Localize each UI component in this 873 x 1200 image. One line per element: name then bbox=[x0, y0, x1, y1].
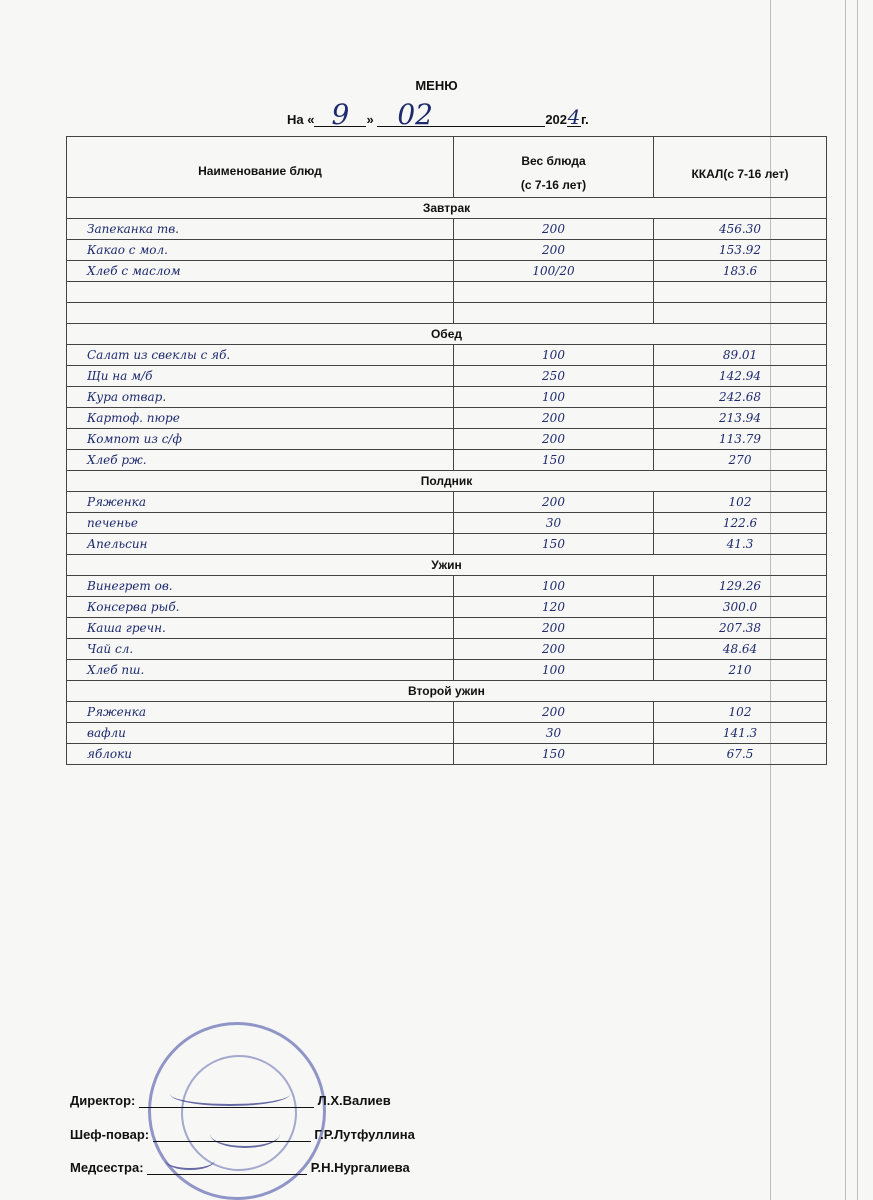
dish-name: Картоф. пюре bbox=[67, 408, 454, 429]
table-header bbox=[67, 137, 827, 198]
dish-kcal: 41.3 bbox=[654, 534, 827, 555]
dish-name: Консерва рыб. bbox=[67, 597, 454, 618]
dish-kcal: 102 bbox=[654, 492, 827, 513]
dish-weight: 100 bbox=[454, 576, 654, 597]
dish-kcal: 48.64 bbox=[654, 639, 827, 660]
dish-weight: 100 bbox=[454, 387, 654, 408]
dish-weight: 200 bbox=[454, 408, 654, 429]
signature-person: Г.Р.Лутфуллина bbox=[314, 1127, 415, 1142]
menu-row bbox=[67, 702, 827, 723]
dish-kcal: 242.68 bbox=[654, 387, 827, 408]
dish-weight: 250 bbox=[454, 366, 654, 387]
dish-weight: 100 bbox=[454, 660, 654, 681]
header-weight-line1: Вес блюда bbox=[521, 154, 586, 168]
signature-role: Шеф-повар: bbox=[70, 1127, 150, 1142]
dish-name: Хлеб с маслом bbox=[67, 261, 454, 282]
menu-row bbox=[67, 408, 827, 429]
menu-table bbox=[66, 136, 827, 765]
section-title: Второй ужин bbox=[67, 681, 827, 702]
signature-nurse bbox=[70, 1160, 410, 1175]
dish-weight: 200 bbox=[454, 429, 654, 450]
dish-weight: 150 bbox=[454, 744, 654, 765]
dish-kcal: 89.01 bbox=[654, 345, 827, 366]
section-header bbox=[67, 198, 827, 219]
dish-name: Щи на м/б bbox=[67, 366, 454, 387]
dish-name: Кура отвар. bbox=[67, 387, 454, 408]
dish-weight: 200 bbox=[454, 219, 654, 240]
dish-kcal: 102 bbox=[654, 702, 827, 723]
dish-kcal: 142.94 bbox=[654, 366, 827, 387]
dish-kcal: 300.0 bbox=[654, 597, 827, 618]
date-prefix: На « bbox=[287, 112, 315, 127]
signature-person: Р.Н.Нургалиева bbox=[310, 1160, 410, 1175]
dish-weight: 30 bbox=[454, 513, 654, 534]
dish-kcal bbox=[654, 303, 827, 324]
section-header bbox=[67, 324, 827, 345]
signature-chef bbox=[70, 1127, 415, 1142]
document-title: МЕНЮ bbox=[415, 78, 458, 93]
dish-kcal: 129.26 bbox=[654, 576, 827, 597]
menu-row bbox=[67, 366, 827, 387]
dish-kcal: 113.79 bbox=[654, 429, 827, 450]
dish-name: Хлеб рж. bbox=[67, 450, 454, 471]
dish-weight bbox=[454, 303, 654, 324]
dish-weight: 100 bbox=[454, 345, 654, 366]
section-header bbox=[67, 681, 827, 702]
dish-name: Чай сл. bbox=[67, 639, 454, 660]
signature-person: Л.Х.Валиев bbox=[317, 1093, 391, 1108]
section-title: Ужин bbox=[67, 555, 827, 576]
menu-row bbox=[67, 429, 827, 450]
date-month: 02 bbox=[377, 104, 545, 127]
menu-row bbox=[67, 660, 827, 681]
dish-name: Винегрет ов. bbox=[67, 576, 454, 597]
header-kcal: ККАЛ(с 7-16 лет) bbox=[654, 137, 827, 198]
menu-row bbox=[67, 387, 827, 408]
menu-row bbox=[67, 282, 827, 303]
dish-name bbox=[67, 282, 454, 303]
menu-row bbox=[67, 576, 827, 597]
date-day: 9 bbox=[314, 104, 366, 127]
dish-weight: 200 bbox=[454, 492, 654, 513]
date-year-digit: 4 bbox=[567, 105, 581, 129]
menu-row bbox=[67, 303, 827, 324]
dish-name: яблоки bbox=[67, 744, 454, 765]
dish-kcal: 183.6 bbox=[654, 261, 827, 282]
dish-name: Ряженка bbox=[67, 702, 454, 723]
menu-row bbox=[67, 618, 827, 639]
header-weight bbox=[454, 137, 654, 198]
dish-kcal: 456.30 bbox=[654, 219, 827, 240]
dish-name: печенье bbox=[67, 513, 454, 534]
header-name: Наименование блюд bbox=[67, 137, 454, 198]
dish-kcal: 153.92 bbox=[654, 240, 827, 261]
signature-director bbox=[70, 1093, 391, 1108]
menu-row bbox=[67, 744, 827, 765]
dish-kcal bbox=[654, 282, 827, 303]
dish-weight: 120 bbox=[454, 597, 654, 618]
menu-row bbox=[67, 345, 827, 366]
menu-row bbox=[67, 513, 827, 534]
menu-row bbox=[67, 597, 827, 618]
dish-weight bbox=[454, 282, 654, 303]
menu-row bbox=[67, 240, 827, 261]
section-title: Обед bbox=[67, 324, 827, 345]
section-header bbox=[67, 555, 827, 576]
dish-name bbox=[67, 303, 454, 324]
dish-name: Какао с мол. bbox=[67, 240, 454, 261]
section-title: Завтрак bbox=[67, 198, 827, 219]
dish-name: Хлеб пш. bbox=[67, 660, 454, 681]
dish-weight: 200 bbox=[454, 240, 654, 261]
date-suffix: г. bbox=[581, 112, 589, 127]
dish-name: Апельсин bbox=[67, 534, 454, 555]
section-header bbox=[67, 471, 827, 492]
signature-role: Директор: bbox=[70, 1093, 136, 1108]
dish-kcal: 270 bbox=[654, 450, 827, 471]
dish-weight: 150 bbox=[454, 450, 654, 471]
dish-weight: 30 bbox=[454, 723, 654, 744]
menu-row bbox=[67, 450, 827, 471]
dish-kcal: 141.3 bbox=[654, 723, 827, 744]
dish-weight: 150 bbox=[454, 534, 654, 555]
dish-weight: 100/20 bbox=[454, 261, 654, 282]
dish-weight: 200 bbox=[454, 639, 654, 660]
section-title: Полдник bbox=[67, 471, 827, 492]
date-year-prefix: 202 bbox=[545, 112, 568, 127]
dish-name: Запеканка тв. bbox=[67, 219, 454, 240]
date-line bbox=[287, 98, 589, 131]
menu-row bbox=[67, 492, 827, 513]
menu-row bbox=[67, 261, 827, 282]
menu-row bbox=[67, 639, 827, 660]
dish-name: Салат из свеклы с яб. bbox=[67, 345, 454, 366]
dish-weight: 200 bbox=[454, 618, 654, 639]
dish-kcal: 210 bbox=[654, 660, 827, 681]
dish-kcal: 207.38 bbox=[654, 618, 827, 639]
dish-name: Ряженка bbox=[67, 492, 454, 513]
dish-name: Каша гречн. bbox=[67, 618, 454, 639]
dish-weight: 200 bbox=[454, 702, 654, 723]
signature-role: Медсестра: bbox=[70, 1160, 144, 1175]
date-mid: » bbox=[366, 112, 374, 127]
dish-name: вафли bbox=[67, 723, 454, 744]
menu-row bbox=[67, 219, 827, 240]
header-weight-line2: (с 7-16 лет) bbox=[520, 178, 587, 192]
menu-row bbox=[67, 723, 827, 744]
dish-name: Компот из с/ф bbox=[67, 429, 454, 450]
dish-kcal: 67.5 bbox=[654, 744, 827, 765]
dish-kcal: 122.6 bbox=[654, 513, 827, 534]
menu-row bbox=[67, 534, 827, 555]
dish-kcal: 213.94 bbox=[654, 408, 827, 429]
